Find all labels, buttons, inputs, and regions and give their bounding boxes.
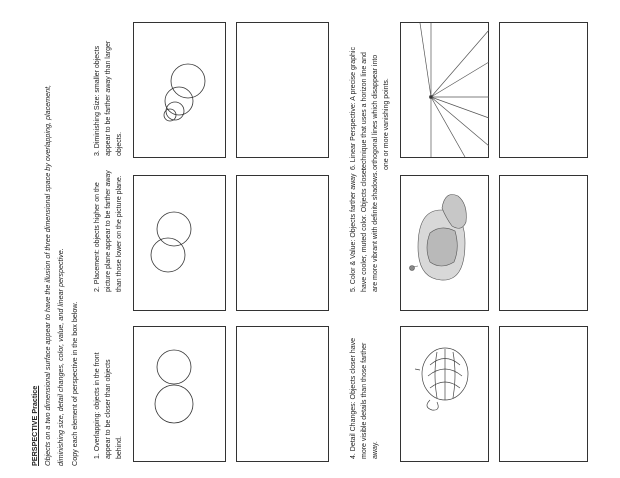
instruction: Copy each element of perspective in the box below. bbox=[70, 301, 79, 466]
item-3-text: 3. Diminishing Size: smaller objects appear to be farther away than larger objects. bbox=[94, 40, 123, 156]
shaded-fruit-drawing bbox=[410, 195, 467, 281]
intro-line-2: diminishing size, detail changes, color, value, and linear perspective. bbox=[56, 248, 65, 466]
item-5-text: 5. Color & Value: Objects farther away have cooler, muted color. Objects closer are more vibrant with definite shadows. bbox=[350, 167, 379, 292]
item-2-text: 2. Placement: objects higher on the picture plane appear to be farther away than those lower on the picture plane. bbox=[94, 170, 123, 292]
detailed-fruit-drawing bbox=[415, 348, 468, 410]
page-title: PERSPECTIVE Practice bbox=[30, 385, 39, 466]
intro-line-1: Objects on a two dimensional surface appear to have the illusion of three dimensional space by overlapping, placement, bbox=[43, 84, 52, 466]
item-4-text: 4. Detail Changes: Objects closer have more visible details than those farther away. bbox=[350, 337, 379, 459]
overlapping-circles-drawing bbox=[155, 350, 193, 423]
vanishing-point-drawing bbox=[420, 23, 489, 157]
item-1-text: 1. Overlapping: objects in the front appear to be closer than objects behind. bbox=[94, 352, 123, 459]
placement-circles-drawing bbox=[151, 212, 191, 272]
item-6-text: 6. Linear Perspective: A precise graphic technique that uses a horizon line and orthogonal lines which disappear into one or more vanishing points. bbox=[350, 47, 390, 170]
diminishing-circles-drawing bbox=[164, 64, 205, 121]
